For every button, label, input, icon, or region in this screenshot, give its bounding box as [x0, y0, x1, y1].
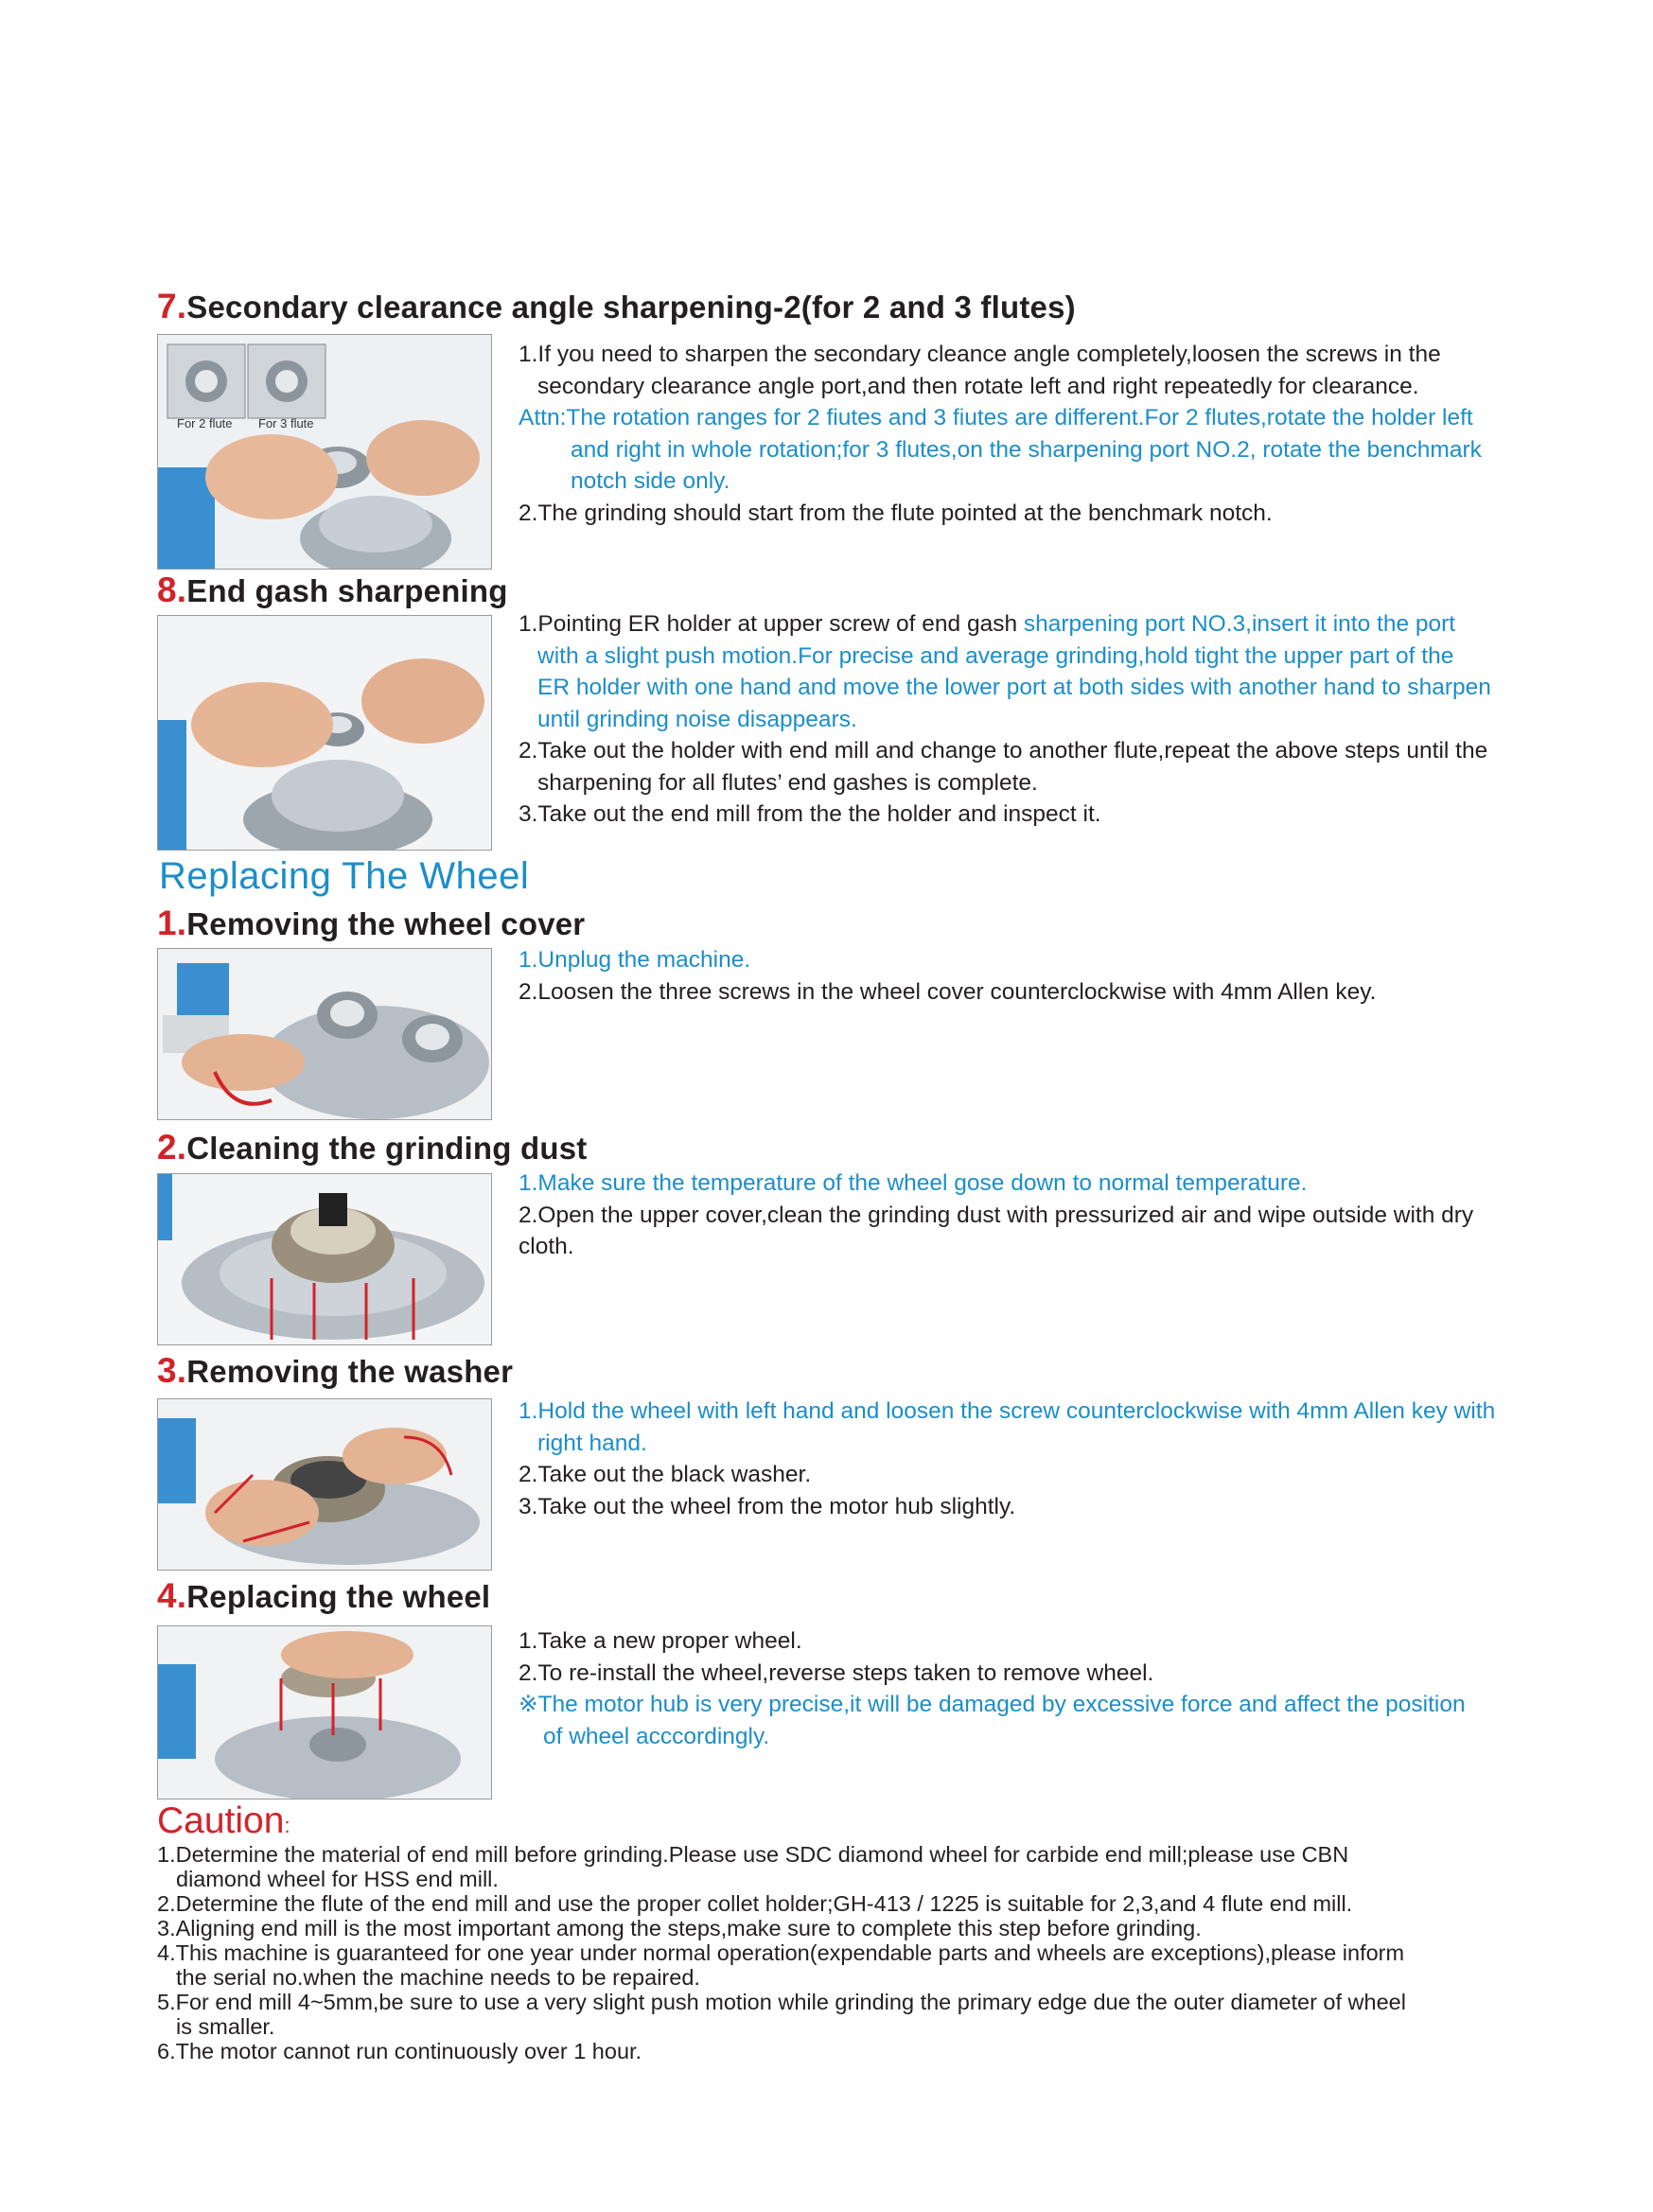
section-8-line: until grinding noise disappears. [537, 706, 857, 732]
caution-item: 2.Determine the flute of the end mill and use the proper collet holder;GH-413 / 1225 is suitable for 2,3,and 4 flute end mill. [157, 1891, 1353, 1916]
removing-wheel-cover-image [158, 949, 491, 1119]
section-7-line: secondary clearance angle port,and then rotate left and right repeatedly for clearance. [537, 373, 1419, 399]
step-1-title: Removing the wheel cover [186, 906, 586, 941]
caution-list [157, 1842, 1539, 2063]
step-2-line: 2.Open the upper cover,clean the grinding dust with pressurized air and wipe outside with dry [519, 1202, 1474, 1228]
step-2-photo [157, 1173, 492, 1345]
section-8-line: ER holder with one hand and move the lower port at both sides with another hand to sharpen [537, 675, 1491, 700]
step-3-photo [157, 1398, 492, 1571]
section-8-heading [157, 571, 508, 610]
step-2-line: cloth. [519, 1234, 574, 1259]
section-8-line-1a: 1.Pointing ER holder at upper screw of end gash [519, 611, 1024, 637]
step-3-heading [157, 1351, 513, 1391]
step-3-line: 3.Take out the wheel from the motor hub slightly. [519, 1493, 1016, 1519]
section-7-title: Secondary clearance angle sharpening-2(for 2 and 3 flutes) [186, 290, 1076, 325]
caution-item: 3.Aligning end mill is the most important among the steps,make sure to complete this step before grinding. [157, 1916, 1202, 1940]
end-gash-sharpening-image [158, 616, 491, 850]
section-8-line: 2.Take out the holder with end mill and change to another flute,repeat the above steps until the [519, 738, 1488, 764]
step-4-line: 2.To re-install the wheel,reverse steps taken to remove wheel. [519, 1659, 1154, 1686]
step-3-line: right hand. [537, 1430, 647, 1456]
step-1-text [519, 944, 1540, 1008]
section-8-title: End gash sharpening [186, 573, 508, 608]
removing-washer-image [158, 1399, 491, 1570]
photo-label-3-flute: For 3 flute [258, 416, 314, 430]
step-4-note: ※The motor hub is very precise,it will be damaged by excessive force and affect the position [519, 1692, 1466, 1717]
step-4-note-cont: of wheel acccordingly. [543, 1723, 770, 1749]
step-1-line: 2.Loosen the three screws in the wheel cover counterclockwise with 4mm Allen key. [519, 978, 1377, 1005]
section-8-number: 8. [157, 571, 187, 609]
section-7-line: 1.If you need to sharpen the secondary cleance angle completely,loosen the screws in the [519, 342, 1441, 367]
replacing-wheel-heading: Replacing The Wheel [159, 855, 530, 897]
caution-colon: : [284, 1814, 290, 1837]
step-2-number: 2. [157, 1128, 187, 1167]
section-8-line: with a slight push motion.For precise and average grinding,hold tight the upper part of the [537, 642, 1454, 669]
step-3-text [519, 1396, 1540, 1522]
section-7-photo [157, 334, 492, 570]
caution-item: 6.The motor cannot run continuously over 1 hour. [157, 2039, 642, 2063]
step-1-photo [157, 948, 492, 1120]
step-4-title: Replacing the wheel [186, 1579, 491, 1614]
step-3-number: 3. [157, 1351, 187, 1390]
hands-rotating-holder-image [158, 335, 491, 569]
step-3-title: Removing the washer [186, 1354, 514, 1389]
replacing-wheel-image [158, 1626, 491, 1799]
caution-item: 4.This machine is guaranteed for one year under normal operation(expendable parts and wheels are exceptions),please inform [157, 1940, 1405, 1965]
section-7-attn-cont: and right in whole rotation;for 3 flutes,on the sharpening port NO.2, rotate the benchmark [571, 436, 1482, 463]
step-4-heading [157, 1576, 490, 1616]
caution-item: 5.For end mill 4~5mm,be sure to use a very slight push motion while grinding the primary edge due the outer diameter of wheel [157, 1990, 1406, 2014]
step-2-heading [157, 1128, 587, 1167]
section-7-number: 7. [157, 287, 187, 325]
step-4-line: 1.Take a new proper wheel. [519, 1628, 802, 1654]
section-7-text [519, 339, 1540, 529]
caution-title: Caution [157, 1800, 285, 1841]
step-2-line: 1.Make sure the temperature of the wheel gose down to normal temperature. [519, 1170, 1308, 1196]
step-3-line: 2.Take out the black washer. [519, 1462, 812, 1487]
step-4-number: 4. [157, 1576, 187, 1615]
step-1-line: 1.Unplug the machine. [519, 947, 751, 973]
step-1-number: 1. [157, 904, 187, 942]
section-7-attn: Attn:The rotation ranges for 2 fiutes and 3 fiutes are different.For 2 flutes,rotate the holder left [519, 405, 1473, 430]
section-8-line-1 [519, 608, 1540, 641]
section-8-line: sharpening for all flutes’ end gashes is complete. [537, 769, 1038, 796]
section-7-attn-cont: notch side only. [571, 468, 730, 494]
step-4-text [519, 1625, 1540, 1752]
step-1-heading [157, 904, 585, 943]
section-8-text [519, 608, 1540, 831]
section-8-line: 3.Take out the end mill from the the holder and inspect it. [519, 801, 1101, 827]
section-7-line: 2.The grinding should start from the flute pointed at the benchmark notch. [519, 500, 1273, 526]
caution-heading [157, 1800, 290, 1842]
caution-item-cont: the serial no.when the machine needs to be repaired. [176, 1965, 700, 1990]
step-3-line: 1.Hold the wheel with left hand and loosen the screw counterclockwise with 4mm Allen key with [519, 1398, 1496, 1424]
section-8-line-1b: sharpening port NO.3,insert it into the port [1023, 611, 1456, 637]
grinding-dust-image [158, 1174, 491, 1344]
section-8-photo [157, 615, 492, 851]
caution-item-cont: diamond wheel for HSS end mill. [176, 1867, 499, 1891]
step-2-text [519, 1167, 1540, 1263]
photo-label-2-flute: For 2 flute [177, 416, 233, 430]
step-2-title: Cleaning the grinding dust [186, 1131, 588, 1166]
caution-item: 1.Determine the material of end mill before grinding.Please use SDC diamond wheel for carbide end mill;please use CBN [157, 1842, 1349, 1867]
step-4-photo [157, 1625, 492, 1799]
section-7-heading [157, 287, 1076, 326]
caution-item-cont: is smaller. [176, 2014, 275, 2039]
